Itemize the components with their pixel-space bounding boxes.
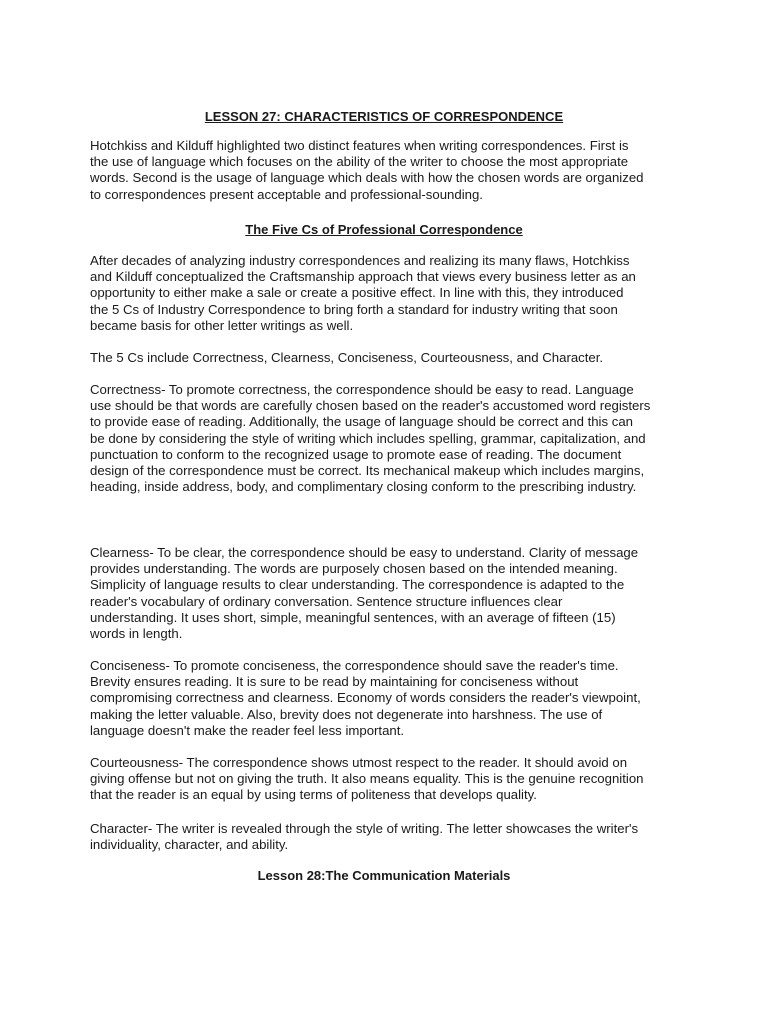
- character-paragraph: [0, 821, 690, 853]
- five-cs-list-line: The 5 Cs include Correctness, Clearness, Conciseness, Courteousness, and Character.: [90, 350, 604, 365]
- character-line: Character- The writer is revealed through the style of writing. The letter showcases the writer's: [90, 821, 639, 836]
- lesson-28-title: Lesson 28:The Communication Materials: [257, 868, 511, 883]
- conciseness-line: Brevity ensures reading. It is sure to be read by maintaining for conciseness without: [90, 674, 579, 690]
- clearness-line: words in length.: [90, 626, 183, 642]
- correctness-line: use should be that words are carefully chosen based on the reader's accustomed word registers: [90, 398, 651, 414]
- clearness-line: understanding. It uses short, simple, meaningful sentences, with an average of fifteen (15): [90, 609, 616, 625]
- courteousness-paragraph: [0, 755, 690, 804]
- five-cs-line: opportunity to either make a sale or create a positive effect. In line with this, they introduced: [90, 285, 624, 301]
- intro-paragraph: [0, 138, 690, 203]
- conciseness-line: language doesn't make the reader feel less important.: [90, 722, 405, 738]
- conciseness-line: making the letter valuable. Also, brevity does not degenerate into harshness. The use of: [90, 706, 603, 722]
- clearness-line: provides understanding. The words are purposely chosen based on the intended meaning.: [90, 561, 618, 577]
- correctness-line: be done by considering the style of writing which includes spelling, grammar, capitalization, and: [90, 430, 646, 446]
- correctness-paragraph: [0, 382, 690, 495]
- correctness-line: Correctness- To promote correctness, the correspondence should be easy to read. Language: [90, 382, 634, 397]
- five-cs-line: and Kilduff conceptualized the Craftsmanship approach that views every business letter as an: [90, 269, 636, 285]
- five-cs-line: After decades of analyzing industry correspondences and realizing its many flaws, Hotchkiss: [90, 253, 630, 268]
- courteousness-line: Courteousness- The correspondence shows utmost respect to the reader. It should avoid on: [90, 755, 628, 770]
- clearness-paragraph: [0, 545, 690, 642]
- conciseness-line: compromising correctness and clearness. Economy of words considers the reader's viewpoint,: [90, 690, 641, 706]
- intro-line: to correspondences present acceptable and professional-sounding.: [90, 186, 483, 202]
- clearness-line: Clearness- To be clear, the correspondence should be easy to understand. Clarity of message: [90, 545, 639, 560]
- correctness-line: punctuation to conform to the recognized usage to promote ease of reading. The document: [90, 446, 622, 462]
- intro-line: Hotchkiss and Kilduff highlighted two distinct features when writing correspondences. First is: [90, 138, 629, 153]
- five-cs-list-paragraph: [0, 350, 690, 366]
- intro-line: the use of language which focuses on the ability of the writer to choose the most appropriate: [90, 154, 629, 170]
- correctness-line: design of the correspondence must be correct. Its mechanical makeup which includes margins,: [90, 463, 645, 479]
- correctness-line: heading, inside address, body, and complimentary closing conform to the prescribing industry.: [90, 479, 637, 495]
- five-cs-heading: The Five Cs of Professional Correspondence: [245, 222, 523, 237]
- conciseness-line: Conciseness- To promote conciseness, the correspondence should save the reader's time.: [90, 658, 619, 673]
- courteousness-line: giving offense but not on giving the truth. It also means equality. This is the genuine recognition: [90, 771, 644, 787]
- clearness-line: reader's vocabulary of ordinary conversation. Sentence structure influences clear: [90, 593, 563, 609]
- five-cs-line: the 5 Cs of Industry Correspondence to bring forth a standard for industry writing that soon: [90, 301, 618, 317]
- character-line: individuality, character, and ability.: [90, 837, 289, 853]
- clearness-line: Simplicity of language results to clear understanding. The correspondence is adapted to the: [90, 577, 625, 593]
- five-cs-line: became basis for other letter writings as well.: [90, 317, 354, 333]
- five-cs-paragraph: [0, 253, 690, 334]
- conciseness-paragraph: [0, 658, 690, 739]
- intro-line: words. Second is the usage of language which deals with how the chosen words are organized: [90, 170, 644, 186]
- correctness-line: to provide ease of reading. Additionally, the usage of language should be correct and this can: [90, 414, 634, 430]
- lesson-27-title: LESSON 27: CHARACTERISTICS OF CORRESPONDENCE: [204, 109, 564, 124]
- courteousness-line: that the reader is an equal by using terms of politeness that develops quality.: [90, 787, 537, 803]
